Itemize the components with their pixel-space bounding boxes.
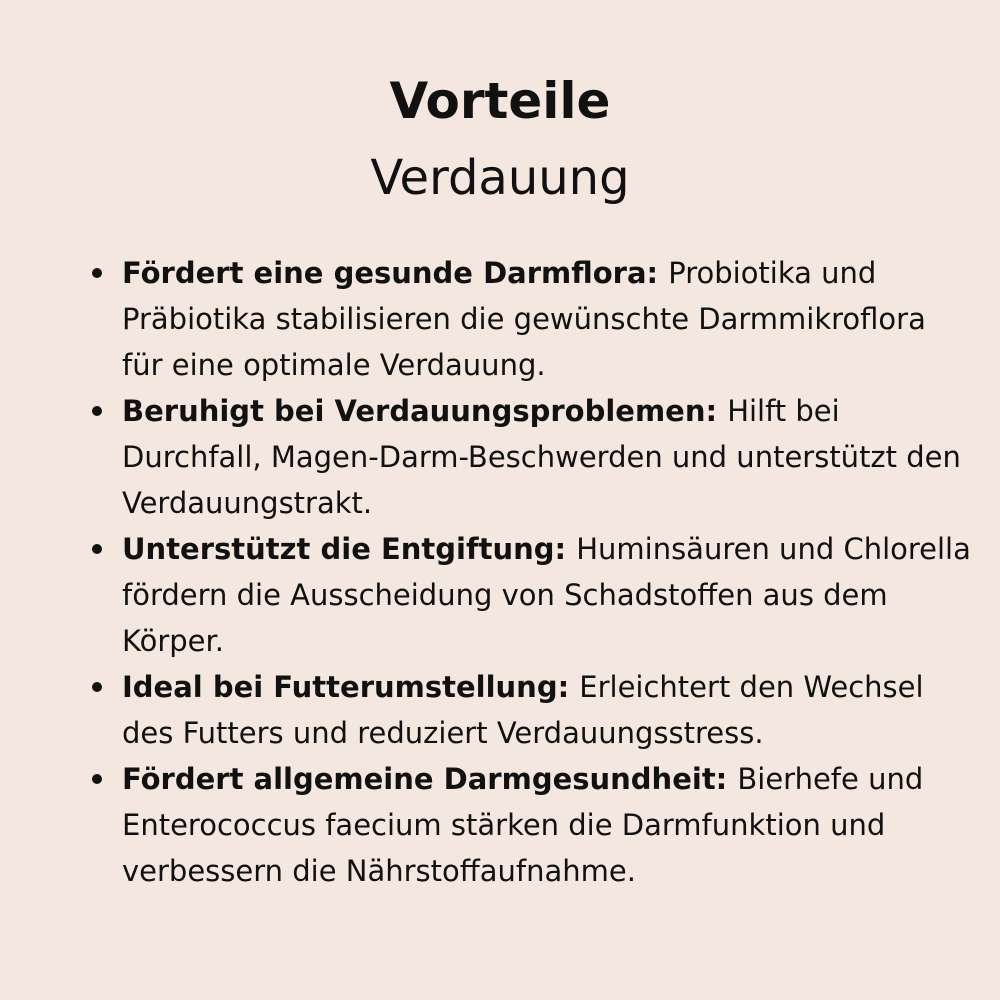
benefit-item [92, 526, 972, 664]
bullet-icon [92, 406, 102, 416]
benefit-description: Hilft bei Durchfall, Magen-Darm-Beschwerden und unterstützt den Verdauungstrakt. [122, 394, 961, 520]
benefits-list [92, 250, 972, 894]
benefit-description: Probiotika und Präbiotika stabilisieren die gewünschte Darmmikroflora für eine optimale Verdauung. [122, 256, 926, 382]
benefit-title: Ideal bei Futterumstellung: [122, 670, 580, 704]
benefit-description: Bierhefe und Enterococcus faecium stärken die Darmfunktion und verbessern die Nährstoffaufnahme. [122, 762, 924, 888]
bullet-icon [92, 544, 102, 554]
benefit-title: Beruhigt bei Verdauungsproblemen: [122, 394, 728, 428]
benefit-description: Erleichtert den Wechsel des Futters und reduziert Verdauungsstress. [122, 670, 924, 750]
benefit-description: Huminsäuren und Chlorella fördern die Ausscheidung von Schadstoffen aus dem Körper. [122, 532, 971, 658]
page-title: Vorteile [389, 72, 611, 130]
benefit-title: Fördert allgemeine Darmgesundheit: [122, 762, 738, 796]
page-subtitle: Verdauung [370, 150, 630, 206]
benefit-item [92, 388, 972, 526]
benefit-title: Fördert eine gesunde Darmflora: [122, 256, 669, 290]
bullet-icon [92, 682, 102, 692]
benefit-item [92, 250, 972, 388]
bullet-icon [92, 774, 102, 784]
benefit-item [92, 756, 972, 894]
benefit-item [92, 664, 972, 756]
benefit-title: Unterstützt die Entgiftung: [122, 532, 577, 566]
bullet-icon [92, 268, 102, 278]
